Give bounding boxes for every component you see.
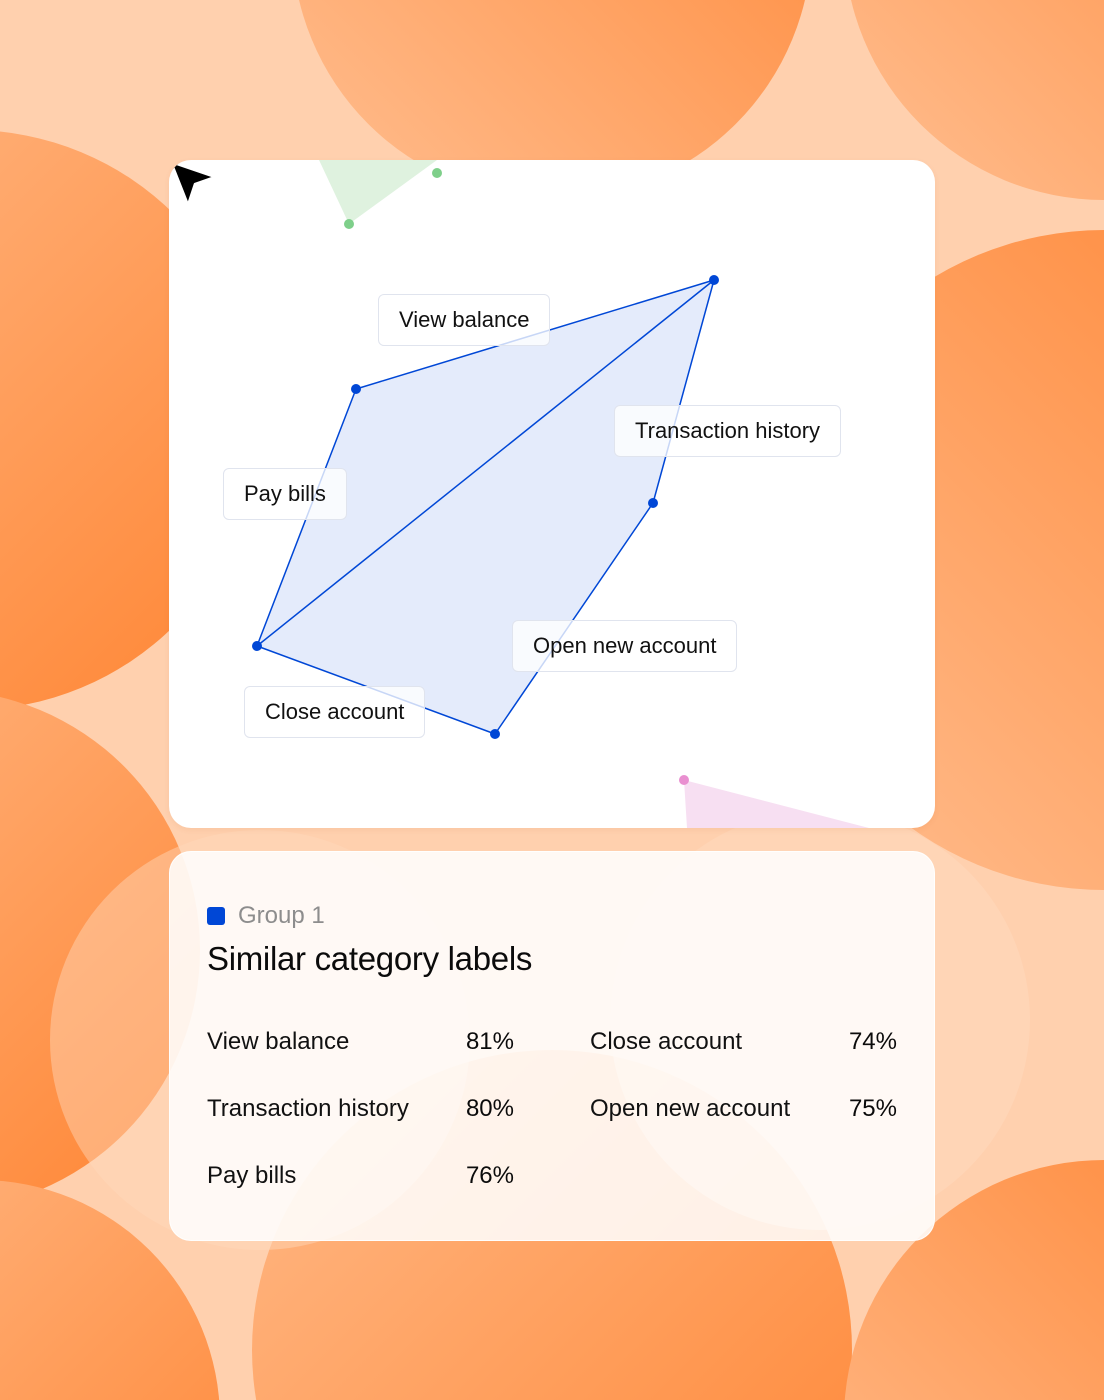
pink-cluster-shape	[684, 780, 869, 828]
label-row-open-new-account[interactable]	[590, 1095, 897, 1123]
green-cluster-point	[344, 219, 354, 229]
label-row-close-account[interactable]	[590, 1028, 897, 1056]
row-percent: 80%	[465, 1095, 514, 1122]
label-row-view-balance[interactable]	[207, 1028, 514, 1056]
panel-title: Similar category labels	[207, 940, 533, 977]
pink-cluster-point	[679, 775, 689, 785]
row-percent: 74%	[848, 1028, 897, 1055]
chip-label: Pay bills	[244, 481, 326, 506]
chip-pay-bills[interactable]	[223, 468, 347, 520]
chip-close-account[interactable]	[244, 686, 425, 738]
blue-cluster-point[interactable]	[252, 641, 262, 651]
row-percent: 81%	[465, 1028, 514, 1055]
chip-view-balance[interactable]	[378, 294, 550, 346]
row-label: View balance	[207, 1028, 350, 1055]
chip-label: Open new account	[533, 633, 717, 658]
blue-cluster-point[interactable]	[351, 384, 361, 394]
row-label: Close account	[590, 1028, 743, 1055]
chip-label: Close account	[265, 699, 405, 724]
chip-open-new-account[interactable]	[512, 620, 737, 672]
row-percent: 75%	[848, 1095, 897, 1122]
row-label: Transaction history	[207, 1095, 409, 1122]
group-details-panel	[169, 851, 935, 1241]
blue-cluster-point[interactable]	[648, 498, 658, 508]
group-header	[207, 902, 325, 930]
green-cluster-shape	[319, 160, 437, 224]
group-swatch-icon	[207, 907, 225, 925]
green-cluster-point	[432, 168, 442, 178]
group-label: Group 1	[238, 902, 325, 929]
cursor-arrow-icon	[169, 160, 217, 212]
row-percent: 76%	[465, 1162, 514, 1189]
row-label: Pay bills	[207, 1162, 297, 1189]
chip-transaction-history[interactable]	[614, 405, 841, 457]
label-row-pay-bills[interactable]	[207, 1162, 514, 1190]
blue-cluster-point[interactable]	[709, 275, 719, 285]
label-row-transaction-history[interactable]	[207, 1095, 514, 1123]
blue-cluster-point[interactable]	[490, 729, 500, 739]
row-label: Open new account	[590, 1095, 791, 1122]
cluster-map-card	[169, 160, 935, 828]
chip-label: View balance	[399, 307, 530, 332]
chip-label: Transaction history	[635, 418, 821, 443]
